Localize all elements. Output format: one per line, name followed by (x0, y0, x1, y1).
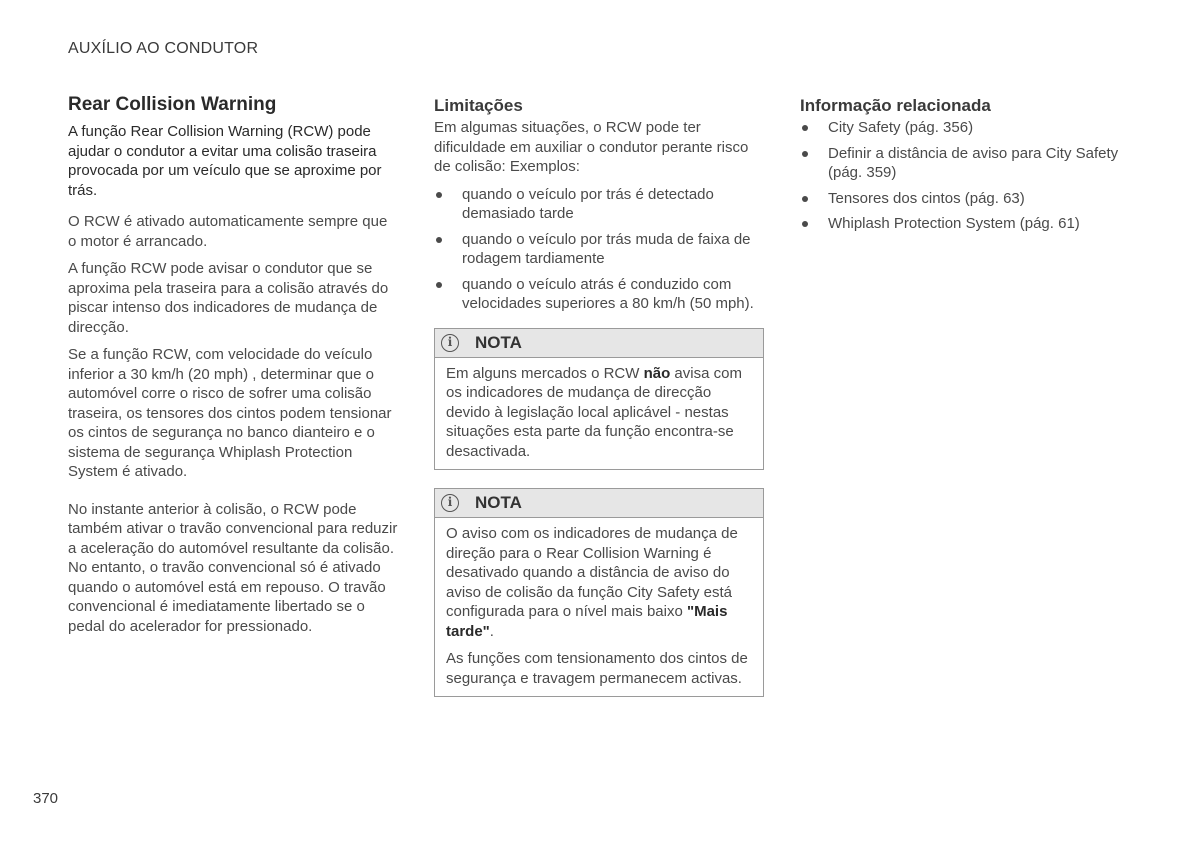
note-label: NOTA (475, 332, 522, 352)
list-item: quando o veículo por trás é detectado demasiado tarde (434, 185, 766, 224)
bullet-icon (802, 221, 808, 227)
limitations-title: Limitações (434, 96, 523, 115)
paragraph: No instante anterior à colisão, o RCW pode também ativar o travão convencional para reduzir a aceleração do automóvel resultante da colisão. No entanto, o travão convencional só é ativado quando o automóvel está em repouso. O travão convencional é imediatamente libertado se o pedal do acelerador for pressionado. (68, 500, 398, 635)
note-body (435, 358, 763, 470)
info-icon: i (441, 494, 459, 512)
related-link[interactable]: Whiplash Protection System (pág. 61) (800, 214, 1140, 234)
note-body (435, 518, 763, 696)
bullet-icon (802, 151, 808, 157)
related-link[interactable]: Definir a distância de aviso para City Safety (pág. 359) (800, 144, 1140, 183)
paragraph: A função RCW pode avisar o condutor que se aproxima pela traseira para a colisão através do piscar intenso dos indicadores de mudança de direcção. (68, 260, 389, 336)
note-header (435, 489, 763, 518)
related-links-list (800, 118, 1140, 234)
related-info-title: Informação relacionada (800, 96, 991, 115)
note-text: As funções com tensionamento dos cintos de segurança e travagem permanecem activas. (446, 650, 748, 687)
list-item: quando o veículo por trás muda de faixa de rodagem tardiamente (434, 230, 766, 269)
related-info-section (800, 96, 1140, 240)
page-number: 370 (33, 790, 59, 807)
bullet-icon (436, 237, 442, 243)
bullet-icon (436, 282, 442, 288)
bullet-icon (802, 125, 808, 131)
note-label: NOTA (475, 493, 522, 513)
bullet-icon (802, 196, 808, 202)
lead-paragraph: A função Rear Collision Warning (RCW) pode ajudar o condutor a evitar uma colisão traseira provocada por um veículo que se aproxime por trás. (68, 123, 382, 199)
running-header: AUXÍLIO AO CONDUTOR (68, 40, 259, 57)
bullet-icon (436, 192, 442, 198)
note-text: Em alguns mercados o RCW não avisa com os indicadores de mudança de direcção devido à legislação local aplicável - nestas situações esta parte da função encontra-se desactivada. (446, 364, 742, 460)
note-box (434, 488, 764, 697)
note-text: O aviso com os indicadores de mudança de direção para o Rear Collision Warning é desativado quando a distância de aviso do aviso de colisão da função City Safety está configurada para o nível mais baixo "Mais tarde". (446, 525, 738, 640)
limitations-list (434, 185, 766, 314)
limitations-intro: Em algumas situações, o RCW pode ter dificuldade em auxiliar o condutor perante risco de colisão: Exemplos: (434, 119, 749, 175)
paragraph: Se a função RCW, com velocidade do veículo inferior a 30 km/h (20 mph) , determinar que o automóvel corre o risco de sofrer uma colisão traseira, os tensores dos cintos podem tensionar os cintos de segurança no banco dianteiro e o sistema de segurança Whiplash Protection System é ativado. (68, 346, 392, 480)
rcw-section (68, 94, 398, 644)
note-header (435, 329, 763, 358)
info-icon: i (441, 334, 459, 352)
section-title: Rear Collision Warning (68, 94, 277, 115)
list-item: quando o veículo atrás é conduzido com velocidades superiores a 80 km/h (50 mph). (434, 275, 766, 314)
related-link[interactable]: Tensores dos cintos (pág. 63) (800, 189, 1140, 209)
paragraph: O RCW é ativado automaticamente sempre que o motor é arrancado. (68, 213, 388, 250)
limitations-section (434, 96, 766, 697)
related-link[interactable]: City Safety (pág. 356) (800, 118, 1140, 138)
note-box (434, 328, 764, 471)
